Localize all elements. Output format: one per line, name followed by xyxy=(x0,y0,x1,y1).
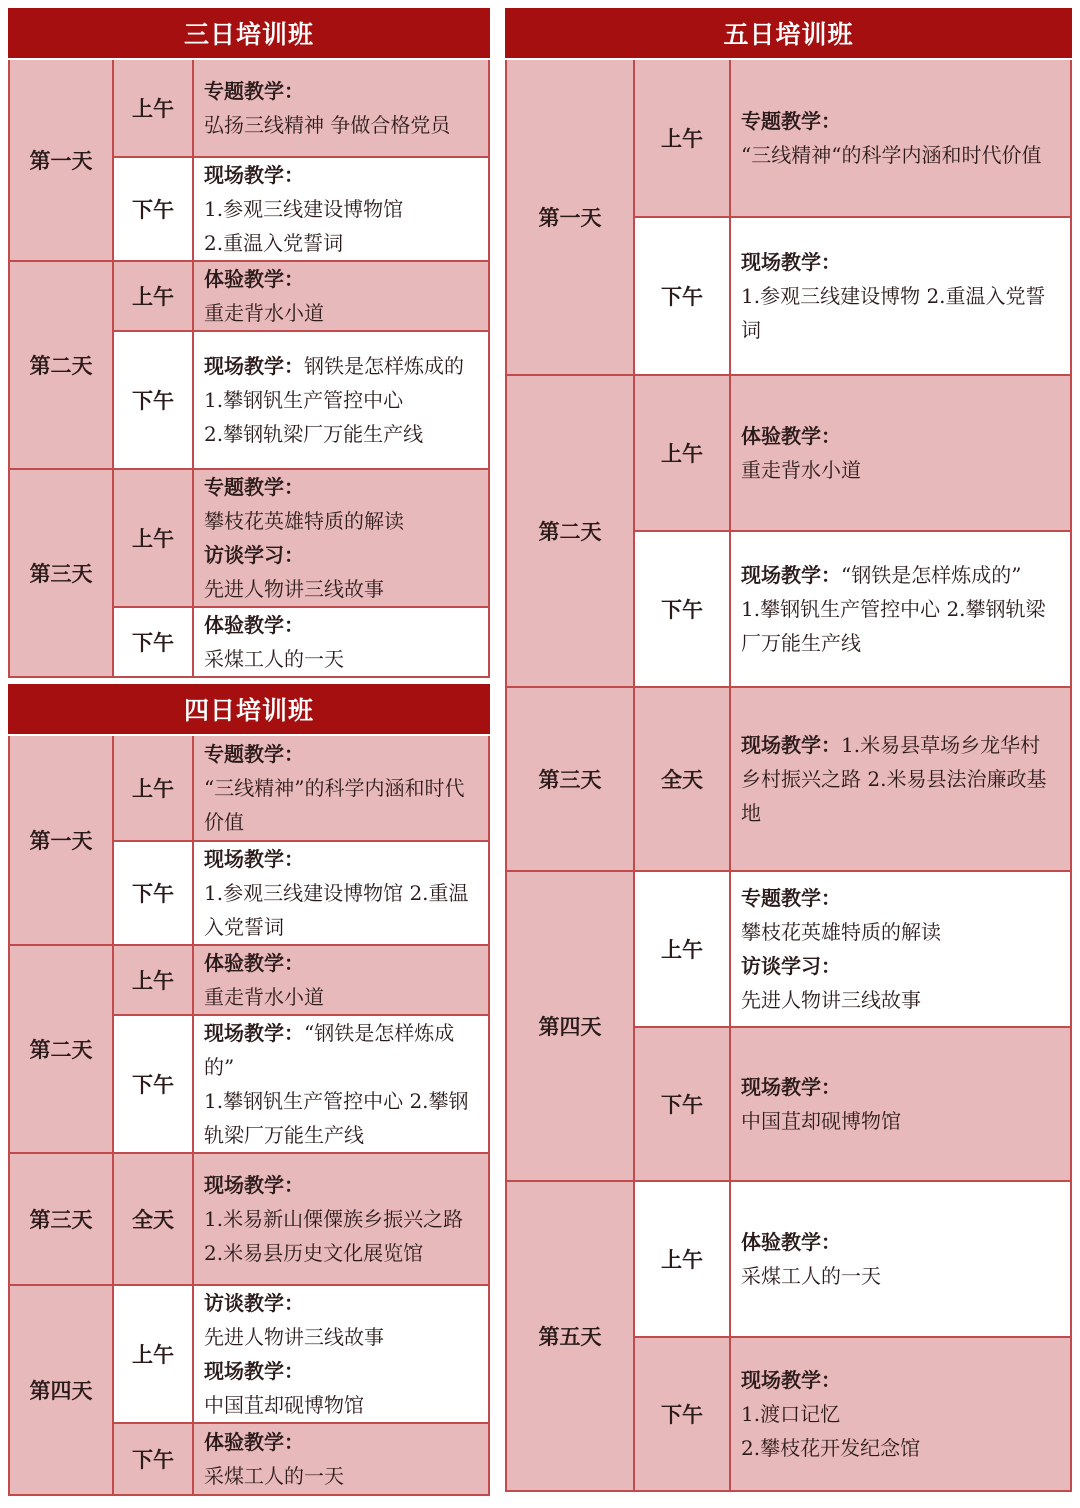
activity-line: 采煤工人的一天 xyxy=(741,1264,881,1288)
morning-activity xyxy=(731,60,1072,218)
full-day-activity xyxy=(194,1154,490,1286)
afternoon-period-label: 下午 xyxy=(114,608,194,678)
activity-line: 中国苴却砚博物馆 xyxy=(741,1109,901,1133)
day-label-text: 第四天 xyxy=(29,1378,93,1403)
activity-line: 先进人物讲三线故事 xyxy=(204,1325,384,1349)
activity-line: 重走背水小道 xyxy=(741,458,861,482)
five-day-panel xyxy=(505,8,1072,1492)
activity-line: 现场教学： xyxy=(204,1173,304,1197)
activity-line: 采煤工人的一天 xyxy=(204,1464,344,1488)
activity-line: 现场教学：1.米易县草场乡龙华村乡村振兴之路 2.米易县法治廉政基地 xyxy=(741,733,1047,825)
activity-line: 专题教学： xyxy=(741,886,841,910)
activity-line: 专题教学： xyxy=(204,475,304,499)
activity-line: 中国苴却砚博物馆 xyxy=(204,1393,364,1417)
afternoon-activity xyxy=(194,608,490,678)
day-label xyxy=(8,946,114,1154)
day-label xyxy=(8,1286,114,1496)
four-day-panel xyxy=(8,684,490,1502)
five-day-schedule-table xyxy=(505,60,1072,1492)
morning-period-label: 上午 xyxy=(114,470,194,608)
activity-line: 攀枝花英雄特质的解读 xyxy=(741,920,941,944)
full-day-activity xyxy=(731,688,1072,872)
morning-period-label: 上午 xyxy=(114,736,194,842)
afternoon-activity xyxy=(194,1016,490,1154)
morning-period-label: 上午 xyxy=(635,60,731,218)
activity-line: 1.渡口记忆 xyxy=(741,1402,841,1426)
day-label xyxy=(8,470,114,678)
afternoon-period-label: 下午 xyxy=(114,158,194,262)
activity-line: 访谈教学： xyxy=(204,1291,304,1315)
three-day-schedule-table xyxy=(8,60,490,684)
day-label-text: 第一天 xyxy=(29,148,93,173)
activity-line: 重走背水小道 xyxy=(204,985,324,1009)
afternoon-activity xyxy=(194,1424,490,1496)
day-label xyxy=(505,1182,635,1492)
activity-line: 2.重温入党誓词 xyxy=(204,231,344,255)
afternoon-period-label: 下午 xyxy=(635,218,731,376)
afternoon-activity xyxy=(194,332,490,470)
full-day-period-label: 全天 xyxy=(635,688,731,872)
day-label xyxy=(8,60,114,262)
afternoon-activity xyxy=(194,842,490,946)
activity-line: 1.参观三线建设博物 2.重温入党誓词 xyxy=(741,284,1046,342)
activity-line: 1.米易新山傈僳族乡振兴之路 2.米易县历史文化展览馆 xyxy=(204,1207,464,1265)
day-label xyxy=(505,872,635,1182)
afternoon-activity xyxy=(731,218,1072,376)
five-day-title: 五日培训班 xyxy=(505,8,1072,60)
day-label-text: 第三天 xyxy=(29,1207,93,1232)
day-label-text: 第二天 xyxy=(29,1037,93,1062)
day-label xyxy=(505,376,635,688)
morning-period-label: 上午 xyxy=(635,376,731,532)
day-label-text: 第一天 xyxy=(29,828,93,853)
morning-period-label: 上午 xyxy=(114,60,194,158)
activity-line: 体验教学： xyxy=(741,1230,841,1254)
afternoon-period-label: 下午 xyxy=(114,1424,194,1496)
activity-line: 攀枝花英雄特质的解读 xyxy=(204,509,404,533)
afternoon-activity xyxy=(731,1338,1072,1492)
activity-line: 采煤工人的一天 xyxy=(204,647,344,671)
activity-line: 1.攀钢钒生产管控中心 2.攀钢轨梁厂万能生产线 xyxy=(741,597,1046,655)
afternoon-period-label: 下午 xyxy=(114,332,194,470)
day-label xyxy=(8,1154,114,1286)
day-label-text: 第三天 xyxy=(29,561,93,586)
afternoon-period-label: 下午 xyxy=(114,842,194,946)
activity-line: 现场教学： xyxy=(204,163,304,187)
activity-line: 先进人物讲三线故事 xyxy=(204,577,384,601)
activity-line: 现场教学： xyxy=(741,250,841,274)
activity-line: “三线精神”的科学内涵和时代价值 xyxy=(204,776,465,834)
activity-line: 现场教学：钢铁是怎样炼成的 xyxy=(204,354,464,378)
day-label-text: 第二天 xyxy=(538,519,602,544)
activity-line: 1.攀钢钒生产管控中心 xyxy=(204,388,404,412)
activity-line: “三线精神“的科学内涵和时代价值 xyxy=(741,143,1042,167)
afternoon-period-label: 下午 xyxy=(635,532,731,688)
day-label-text: 第四天 xyxy=(538,1014,602,1039)
morning-activity xyxy=(731,872,1072,1028)
activity-line: 体验教学： xyxy=(204,267,304,291)
morning-activity xyxy=(194,60,490,158)
afternoon-activity xyxy=(194,158,490,262)
activity-line: 体验教学： xyxy=(204,1430,304,1454)
day-label xyxy=(505,688,635,872)
activity-line: 现场教学：“钢铁是怎样炼成的” xyxy=(204,1021,455,1079)
activity-line: 2.攀枝花开发纪念馆 xyxy=(741,1436,921,1460)
day-label-text: 第三天 xyxy=(538,767,602,792)
morning-period-label: 上午 xyxy=(635,1182,731,1338)
activity-line: 访谈学习： xyxy=(204,543,304,567)
four-day-schedule-table xyxy=(8,736,490,1502)
activity-line: 访谈学习： xyxy=(741,954,841,978)
activity-line: 体验教学： xyxy=(741,424,841,448)
afternoon-period-label: 下午 xyxy=(635,1028,731,1182)
morning-period-label: 上午 xyxy=(114,946,194,1016)
activity-line: 弘扬三线精神 争做合格党员 xyxy=(204,113,451,137)
day-label xyxy=(8,736,114,946)
morning-activity xyxy=(731,1182,1072,1338)
activity-line: 现场教学： xyxy=(741,1368,841,1392)
activity-line: 1.攀钢钒生产管控中心 2.攀钢轨梁厂万能生产线 xyxy=(204,1089,469,1147)
activity-line: 1.参观三线建设博物馆 xyxy=(204,197,404,221)
morning-activity xyxy=(194,262,490,332)
activity-line: 现场教学： xyxy=(204,847,304,871)
activity-line: 专题教学： xyxy=(741,109,841,133)
day-label xyxy=(505,60,635,376)
afternoon-period-label: 下午 xyxy=(635,1338,731,1492)
four-day-title: 四日培训班 xyxy=(8,684,490,736)
full-day-period-label: 全天 xyxy=(114,1154,194,1286)
morning-activity xyxy=(194,1286,490,1424)
activity-line: 先进人物讲三线故事 xyxy=(741,988,921,1012)
activity-line: 重走背水小道 xyxy=(204,301,324,325)
day-label-text: 第五天 xyxy=(538,1324,602,1349)
three-day-title: 三日培训班 xyxy=(8,8,490,60)
activity-line: 2.攀钢轨梁厂万能生产线 xyxy=(204,422,424,446)
activity-line: 体验教学： xyxy=(204,951,304,975)
morning-activity xyxy=(194,736,490,842)
activity-line: 现场教学： xyxy=(204,1359,304,1383)
day-label-text: 第二天 xyxy=(29,353,93,378)
morning-period-label: 上午 xyxy=(635,872,731,1028)
activity-line: 体验教学： xyxy=(204,613,304,637)
activity-line: 专题教学： xyxy=(204,79,304,103)
activity-line: 现场教学：“钢铁是怎样炼成的” xyxy=(741,563,1022,587)
day-label xyxy=(8,262,114,470)
morning-activity xyxy=(194,470,490,608)
activity-line: 专题教学： xyxy=(204,742,304,766)
activity-line: 现场教学： xyxy=(741,1075,841,1099)
day-label-text: 第一天 xyxy=(538,205,602,230)
afternoon-activity xyxy=(731,1028,1072,1182)
morning-period-label: 上午 xyxy=(114,1286,194,1424)
afternoon-period-label: 下午 xyxy=(114,1016,194,1154)
activity-line: 1.参观三线建设博物馆 2.重温入党誓词 xyxy=(204,881,469,939)
three-day-panel xyxy=(8,8,490,684)
afternoon-activity xyxy=(731,532,1072,688)
morning-activity xyxy=(194,946,490,1016)
morning-activity xyxy=(731,376,1072,532)
morning-period-label: 上午 xyxy=(114,262,194,332)
